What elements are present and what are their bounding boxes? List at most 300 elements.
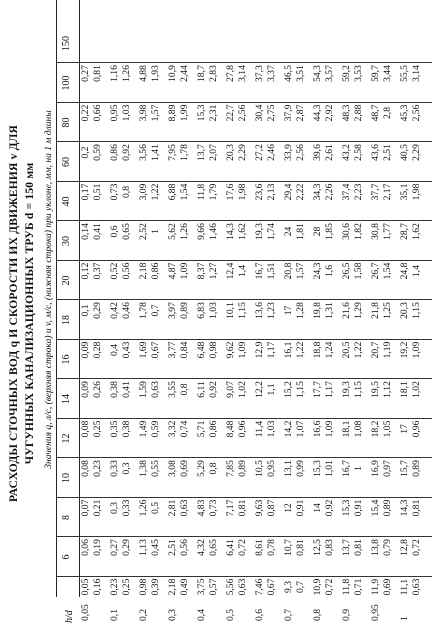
flow-rate-cell: 0,35 (109, 420, 120, 438)
velocity-cell: 0,74 (178, 420, 190, 438)
flow-rate-cell: 8,48 (225, 420, 236, 438)
flow-rate-cell: 6,83 (196, 302, 207, 319)
flow-rate-cell: 12 (283, 503, 294, 513)
table-row (341, 0, 370, 627)
velocity-cell: 0,41 (120, 381, 132, 398)
flow-rate-cell: 19,8 (312, 302, 323, 319)
velocity-cell: 0,86 (149, 262, 161, 280)
flow-rate-cell: 4,32 (196, 539, 207, 556)
velocity-cell: 2,26 (323, 183, 335, 201)
flow-rate-cell: 3,77 (167, 341, 178, 359)
flow-rate-cell: 37,7 (370, 183, 381, 201)
flow-rate-cell: 6,88 (167, 183, 178, 201)
hd-row-label: 0,1 (109, 609, 120, 621)
velocity-cell: 3,57 (323, 65, 335, 82)
flow-rate-cell: 3,97 (167, 302, 178, 319)
velocity-cell: 3,51 (294, 65, 306, 82)
velocity-cell: 0,87 (265, 499, 277, 517)
flow-rate-cell: 0,6 (109, 225, 120, 238)
flow-rate-cell: 4,88 (138, 65, 149, 82)
velocity-cell: 3,53 (352, 65, 364, 82)
flow-rate-cell: 0,09 (80, 341, 91, 359)
flow-rate-cell: 15,3 (196, 104, 207, 122)
flow-rate-cell: 19,3 (341, 381, 352, 398)
flow-rate-cell: 2,81 (167, 499, 178, 517)
velocity-cell: 1,98 (410, 183, 422, 201)
velocity-cell: 0,3 (120, 462, 132, 475)
flow-rate-cell: 8,61 (254, 539, 265, 556)
table-row (80, 0, 109, 627)
velocity-cell: 0,5 (149, 502, 161, 514)
flow-rate-cell: 11,8 (196, 183, 207, 201)
velocity-cell: 0,73 (207, 499, 219, 517)
flow-rate-cell: 17 (399, 424, 410, 434)
flow-rate-cell: 9,63 (254, 499, 265, 517)
velocity-cell: 0,99 (294, 460, 306, 477)
column-separator (56, 418, 432, 419)
velocity-cell: 0,79 (381, 539, 393, 556)
table-row (109, 0, 138, 627)
flow-rate-cell: 33,9 (283, 144, 294, 161)
velocity-cell: 0,21 (91, 499, 103, 517)
velocity-cell: 0,71 (352, 578, 364, 596)
flow-rate-cell: 13,6 (254, 302, 265, 319)
flow-rate-cell: 24,3 (312, 262, 323, 280)
flow-rate-cell: 21,8 (370, 302, 381, 319)
velocity-cell: 2,75 (265, 104, 277, 122)
hd-row-label: 0,9 (341, 609, 352, 621)
velocity-cell: 1,02 (236, 381, 248, 398)
velocity-cell: 1,1 (265, 383, 277, 396)
flow-rate-cell: 10,1 (225, 302, 236, 319)
flow-rate-cell: 9,62 (225, 341, 236, 359)
slope-header-14: 14 (61, 394, 72, 404)
slope-header-30: 30 (61, 236, 72, 246)
velocity-cell: 1,22 (352, 341, 364, 359)
velocity-cell: 1,08 (352, 420, 364, 438)
velocity-cell: 1 (149, 229, 161, 234)
velocity-cell: 2,56 (410, 104, 422, 122)
flow-rate-cell: 18,2 (370, 420, 381, 438)
flow-rate-cell: 0,33 (109, 460, 120, 477)
hd-row-label: 0,5 (225, 609, 236, 621)
velocity-cell: 0,81 (294, 539, 306, 556)
velocity-cell: 0,92 (207, 381, 219, 398)
flow-rate-cell: 43,2 (341, 144, 352, 161)
velocity-cell: 1,81 (294, 223, 306, 240)
velocity-cell: 2,56 (236, 104, 248, 122)
velocity-cell: 1,57 (149, 104, 161, 122)
velocity-cell: 1,93 (149, 65, 161, 82)
velocity-cell: 0,96 (236, 420, 248, 438)
velocity-cell: 0,81 (236, 499, 248, 517)
flow-rate-cell: 16,1 (283, 341, 294, 359)
velocity-cell: 1,03 (120, 104, 132, 122)
velocity-cell: 2,56 (294, 144, 306, 161)
flow-rate-cell: 20,3 (225, 144, 236, 161)
flow-rate-cell: 20,8 (283, 262, 294, 280)
slope-header-12: 12 (61, 433, 72, 444)
flow-rate-cell: 19,3 (254, 223, 265, 240)
flow-rate-cell: 14,2 (283, 420, 294, 438)
flow-rate-cell: 5,56 (225, 578, 236, 596)
flow-rate-cell: 0,23 (109, 578, 120, 596)
velocity-cell: 0,65 (120, 223, 132, 240)
velocity-cell: 0,29 (91, 302, 103, 319)
velocity-cell: 2,83 (207, 65, 219, 82)
flow-rate-cell: 3,32 (167, 420, 178, 438)
velocity-cell: 0,78 (265, 539, 277, 556)
flow-rate-cell: 15,3 (312, 460, 323, 477)
velocity-cell: 0,59 (149, 420, 161, 438)
flow-rate-cell: 18,1 (399, 381, 410, 398)
flow-rate-cell: 6,41 (225, 539, 236, 556)
table-row (283, 0, 312, 627)
flow-rate-cell: 30,8 (370, 223, 381, 240)
velocity-cell: 0,29 (120, 539, 132, 556)
table-row (138, 0, 167, 627)
velocity-cell: 2,46 (265, 144, 277, 161)
velocity-cell: 1,23 (265, 302, 277, 319)
flow-rate-cell: 11,9 (370, 578, 381, 596)
velocity-cell: 1,09 (323, 420, 335, 438)
velocity-cell: 2,92 (323, 104, 335, 122)
velocity-cell: 2,23 (352, 183, 364, 201)
velocity-cell: 1,15 (410, 302, 422, 319)
flow-rate-cell: 11,4 (254, 420, 265, 438)
flow-rate-cell: 18,8 (312, 341, 323, 359)
flow-rate-cell: 5,71 (196, 420, 207, 438)
flow-rate-cell: 0,22 (80, 104, 91, 122)
table-row (196, 0, 225, 627)
velocity-cell: 1,6 (323, 265, 335, 277)
flow-rate-cell: 1,13 (138, 539, 149, 556)
column-separator (56, 62, 432, 63)
flow-rate-cell: 0,4 (109, 344, 120, 356)
velocity-cell: 0,33 (120, 499, 132, 517)
velocity-cell: 2,29 (410, 144, 422, 161)
flow-rate-cell: 0,27 (80, 65, 91, 82)
flow-rate-cell: 4,83 (196, 499, 207, 517)
velocity-cell: 1,03 (265, 420, 277, 438)
velocity-cell: 0,51 (91, 183, 103, 201)
column-separator (56, 260, 432, 261)
velocity-cell: 0,8 (120, 186, 132, 198)
slope-header-80: 80 (61, 117, 72, 128)
velocity-cell: 1,27 (207, 262, 219, 280)
flow-rate-cell: 45,3 (399, 104, 410, 122)
flow-rate-cell: 3,98 (138, 104, 149, 122)
velocity-cell: 1,02 (410, 381, 422, 398)
flow-rate-cell: 1,49 (138, 420, 149, 438)
velocity-cell: 1,22 (294, 341, 306, 359)
velocity-cell: 0,66 (91, 104, 103, 122)
table-row (399, 0, 428, 627)
slope-header-8: 8 (61, 515, 72, 520)
flow-rate-cell: 0,2 (80, 146, 91, 159)
velocity-cell: 0,67 (265, 578, 277, 596)
velocity-cell: 0,46 (120, 302, 132, 319)
velocity-cell: 0,43 (120, 341, 132, 359)
column-separator (56, 457, 432, 458)
flow-rate-cell: 39,6 (312, 144, 323, 161)
velocity-cell: 3,37 (265, 65, 277, 82)
flow-rate-cell: 2,18 (167, 578, 178, 596)
velocity-cell: 0,7 (149, 304, 161, 317)
flow-rate-cell: 27,2 (254, 144, 265, 161)
flow-rate-cell: 16,7 (341, 460, 352, 477)
velocity-cell: 1,05 (381, 420, 393, 438)
table-title-line-1: РАСХОДЫ СТОЧНЫХ ВОД q И СКОРОСТИ ИХ ДВИЖЕНИЯ v ДЛЯ (8, 124, 20, 503)
velocity-cell: 1,26 (120, 65, 132, 82)
slope-header-150: 150 (61, 36, 72, 51)
velocity-cell: 1,28 (294, 302, 306, 319)
velocity-cell: 2,29 (236, 144, 248, 161)
velocity-cell: 1,29 (352, 302, 364, 319)
flow-rate-cell: 15,2 (283, 381, 294, 398)
flow-rate-cell: 1,16 (109, 65, 120, 82)
flow-rate-cell: 7,46 (254, 578, 265, 596)
velocity-cell: 0,69 (381, 578, 393, 596)
velocity-cell: 0,81 (91, 65, 103, 82)
flow-rate-cell: 13,7 (341, 539, 352, 556)
flow-rate-cell: 10,5 (254, 460, 265, 477)
flow-rate-cell: 14 (312, 503, 323, 513)
flow-rate-cell: 0,08 (80, 460, 91, 477)
flow-rate-cell: 24,8 (399, 262, 410, 280)
flow-rate-cell: 17 (283, 305, 294, 316)
hd-row-label: 0,05 (80, 604, 91, 621)
column-separator (56, 141, 432, 142)
flow-rate-cell: 14,3 (225, 223, 236, 240)
flow-rate-cell: 2,51 (167, 539, 178, 556)
table-title-line-2: ЧУГУННЫХ КАНАЛИЗАЦИОННЫХ ТРУБ d = 150 мм (24, 162, 36, 465)
slope-header-6: 6 (61, 554, 72, 560)
velocity-cell: 0,63 (149, 381, 161, 398)
velocity-cell: 0,56 (120, 262, 132, 280)
velocity-cell: 0,37 (91, 262, 103, 280)
flow-rate-cell: 0,42 (109, 302, 120, 319)
flow-rate-cell: 1,78 (138, 302, 149, 319)
column-separator (56, 576, 432, 577)
velocity-cell: 3,14 (236, 65, 248, 82)
velocity-cell: 2,51 (381, 144, 393, 161)
flow-rate-cell: 0,1 (80, 304, 91, 317)
velocity-cell: 0,89 (410, 460, 422, 477)
flow-rate-cell: 1,38 (138, 460, 149, 477)
table-row (225, 0, 254, 627)
velocity-cell: 0,59 (91, 144, 103, 161)
flow-rate-cell: 26,7 (370, 262, 381, 280)
flow-rate-cell: 11,1 (399, 578, 410, 596)
flow-rate-cell: 0,27 (109, 539, 120, 556)
flow-rate-cell: 3,56 (138, 144, 149, 161)
velocity-cell: 0,26 (91, 381, 103, 398)
velocity-cell: 0,72 (323, 578, 335, 596)
flow-rate-cell: 12,8 (399, 539, 410, 556)
velocity-cell: 0,67 (149, 341, 161, 359)
flow-rate-cell: 55,5 (399, 65, 410, 82)
velocity-cell: 1 (352, 466, 364, 471)
flow-rate-cell: 6,48 (196, 341, 207, 359)
slope-header-18: 18 (61, 315, 72, 325)
flow-rate-cell: 10,9 (312, 578, 323, 596)
velocity-cell: 0,86 (207, 420, 219, 438)
velocity-cell: 1,15 (352, 381, 364, 398)
flow-rate-cell: 26,5 (341, 262, 352, 280)
velocity-cell: 1,4 (236, 265, 248, 277)
flow-rate-cell: 35,1 (399, 183, 410, 201)
flow-rate-cell: 5,29 (196, 460, 207, 477)
column-separator (56, 220, 432, 221)
flow-rate-cell: 16,9 (370, 460, 381, 477)
flow-rate-cell: 12,5 (312, 539, 323, 556)
flow-rate-cell: 1,69 (138, 341, 149, 359)
column-separator (56, 536, 432, 537)
flow-rate-cell: 0,05 (80, 578, 91, 596)
flow-rate-cell: 0,52 (109, 262, 120, 280)
velocity-cell: 0,8 (178, 383, 190, 396)
velocity-cell: 0,23 (91, 460, 103, 477)
velocity-cell: 2,17 (381, 183, 393, 201)
velocity-cell: 1,78 (178, 144, 190, 161)
flow-rate-cell: 12,2 (254, 381, 265, 398)
velocity-cell: 0,83 (323, 539, 335, 556)
hd-row-label: 0,2 (138, 609, 149, 621)
velocity-cell: 2,07 (207, 144, 219, 161)
flow-rate-cell: 0,14 (80, 223, 91, 240)
velocity-cell: 0,72 (410, 539, 422, 556)
velocity-cell: 2,31 (207, 104, 219, 122)
velocity-cell: 1,17 (323, 381, 335, 398)
velocity-cell: 2,87 (294, 104, 306, 122)
flow-rate-cell: 34,3 (312, 183, 323, 201)
velocity-cell: 0,57 (207, 578, 219, 596)
flow-rate-cell: 59,2 (341, 65, 352, 82)
velocity-cell: 1,46 (207, 223, 219, 240)
flow-rate-cell: 46,5 (283, 65, 294, 82)
flow-rate-cell: 0,06 (80, 539, 91, 556)
velocity-cell: 0,38 (120, 420, 132, 438)
velocity-cell: 0,28 (91, 341, 103, 359)
velocity-cell: 0,89 (178, 302, 190, 319)
flow-rate-cell: 12,9 (254, 341, 265, 359)
table-row (312, 0, 341, 627)
flow-rate-cell: 12,4 (225, 262, 236, 280)
velocity-cell: 0,7 (294, 581, 306, 593)
flow-rate-cell: 30,6 (341, 223, 352, 240)
flow-rate-cell: 0,08 (80, 420, 91, 438)
velocity-cell: 0,63 (410, 578, 422, 596)
flow-rate-cell: 54,3 (312, 65, 323, 82)
hd-row-label: 0,6 (254, 609, 265, 621)
velocity-cell: 1,51 (265, 262, 277, 280)
velocity-cell: 0,92 (120, 144, 132, 161)
flow-rate-cell: 0,86 (109, 144, 120, 161)
flow-rate-cell: 0,95 (109, 104, 120, 122)
velocity-cell: 1,09 (178, 262, 190, 280)
velocity-cell: 0,39 (149, 578, 161, 596)
velocity-cell: 2,58 (352, 144, 364, 161)
velocity-cell: 1,12 (381, 381, 393, 398)
flow-rate-cell: 37,4 (341, 183, 352, 201)
table-row (167, 0, 196, 627)
velocity-cell: 2,88 (352, 104, 364, 122)
velocity-cell: 0,63 (236, 578, 248, 596)
velocity-cell: 1,85 (323, 223, 335, 240)
column-separator (56, 299, 432, 300)
column-separator (56, 378, 432, 379)
velocity-cell: 0,63 (178, 499, 190, 517)
slope-header-16: 16 (61, 354, 72, 365)
flow-rate-cell: 13,8 (370, 539, 381, 556)
flow-rate-cell: 2,52 (138, 223, 149, 240)
flow-rate-cell: 20,3 (399, 302, 410, 319)
flow-rate-cell: 0,38 (109, 381, 120, 398)
velocity-cell: 1,19 (381, 341, 393, 359)
slope-header-20: 20 (61, 275, 72, 286)
velocity-cell: 0,55 (149, 460, 161, 477)
flow-rate-cell: 16,7 (254, 262, 265, 280)
flow-rate-cell: 17,6 (225, 183, 236, 201)
velocity-cell: 1,4 (410, 265, 422, 277)
flow-rate-cell: 4,87 (167, 262, 178, 280)
velocity-cell: 1,54 (178, 183, 190, 201)
velocity-cell: 0,65 (207, 539, 219, 556)
hd-row-label: 0,8 (312, 609, 323, 621)
velocity-cell: 0,8 (207, 462, 219, 475)
velocity-cell: 1,22 (149, 183, 161, 201)
velocity-cell: 0,49 (178, 578, 190, 596)
flow-rate-cell: 40,5 (399, 144, 410, 161)
flow-rate-cell: 0,3 (109, 502, 120, 514)
flow-rate-cell: 37,3 (254, 65, 265, 82)
flow-rate-cell: 0,73 (109, 183, 120, 201)
velocity-cell: 1,82 (352, 223, 364, 240)
slope-header-10: 10 (61, 473, 72, 483)
velocity-cell: 1,62 (410, 223, 422, 240)
hd-row-label: 0,7 (283, 609, 294, 621)
flow-rate-cell: 28,7 (399, 223, 410, 240)
flow-rate-cell: 1,59 (138, 381, 149, 398)
flow-rate-cell: 18,7 (196, 65, 207, 82)
velocity-cell: 1,62 (236, 223, 248, 240)
velocity-cell: 0,91 (294, 499, 306, 517)
flow-rate-cell: 20,7 (370, 341, 381, 359)
velocity-cell: 0,16 (91, 578, 103, 596)
velocity-cell: 1,58 (352, 262, 364, 280)
flow-rate-cell: 23,6 (254, 183, 265, 201)
velocity-cell: 1,15 (236, 302, 248, 319)
flow-rate-cell: 48,3 (341, 104, 352, 122)
velocity-cell: 0,89 (381, 499, 393, 517)
velocity-cell: 0,96 (410, 420, 422, 438)
flow-rate-cell: 8,37 (196, 262, 207, 280)
flow-rate-cell: 37,9 (283, 104, 294, 122)
hd-column-header: h/d (64, 610, 75, 623)
flow-rate-cell: 3,55 (167, 381, 178, 398)
table-caption: Значения q, л/с, (верхняя строка) и v, м/с, (нижняя строка) при уклоне, мм, на 1 м длины (44, 110, 54, 469)
slope-header-100: 100 (61, 75, 72, 91)
velocity-cell: 0,91 (352, 499, 364, 517)
velocity-cell: 1,41 (149, 144, 161, 161)
velocity-cell: 0,25 (91, 420, 103, 438)
flow-rate-cell: 3,09 (138, 183, 149, 201)
velocity-cell: 2,13 (265, 183, 277, 201)
flow-rate-cell: 44,3 (312, 104, 323, 122)
flow-rate-cell: 9,07 (225, 381, 236, 398)
flow-rate-cell: 19,2 (399, 341, 410, 359)
